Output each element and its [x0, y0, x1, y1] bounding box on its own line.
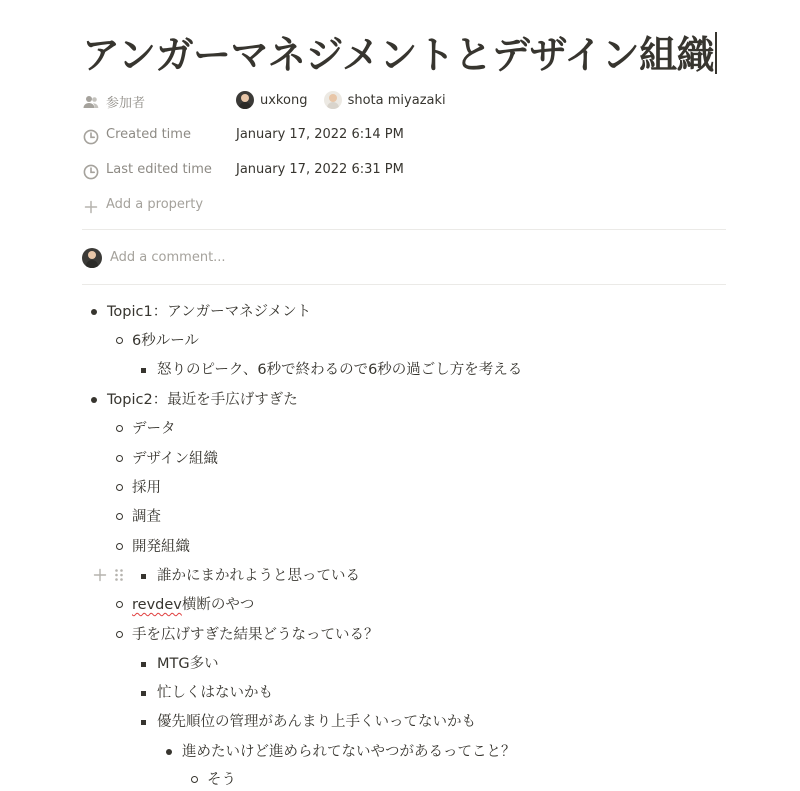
- bullet-disc: [91, 397, 97, 403]
- page-title[interactable]: [82, 30, 717, 80]
- bullet-item[interactable]: 忙しくはないかも: [157, 680, 273, 706]
- property-row-created-time[interactable]: [82, 125, 732, 149]
- bullet-circle: [116, 455, 123, 462]
- bullet-circle: [116, 425, 123, 432]
- person-name: uxkong: [260, 92, 308, 108]
- property-label: 参加者: [106, 96, 146, 111]
- avatar: [324, 91, 342, 109]
- property-row-last-edited-time[interactable]: [82, 160, 732, 184]
- property-label: Last edited time: [106, 162, 212, 177]
- add-property-button[interactable]: [82, 195, 732, 219]
- bullet-item[interactable]: Topic2：最近を手広げすぎた: [107, 387, 298, 413]
- bullet-square: [141, 662, 146, 667]
- bullet-disc: [91, 309, 97, 315]
- property-label: Created time: [106, 127, 191, 142]
- bullet-item[interactable]: 進めたいけど進められてないやつがあるってこと？: [182, 739, 516, 765]
- bullet-square: [141, 574, 146, 579]
- divider: [82, 284, 726, 285]
- bullet-item[interactable]: 採用: [132, 475, 161, 501]
- created-time-value: January 17, 2022 6:14 PM: [236, 127, 404, 142]
- bullet-item[interactable]: 怒りのピーク、6秒で終わるので6秒の過ごし方を考える: [157, 357, 522, 383]
- bullet-square: [141, 720, 146, 725]
- drag-handle-icon[interactable]: [113, 567, 125, 583]
- avatar: [82, 248, 102, 268]
- text-caret: [715, 32, 717, 74]
- bullet-item[interactable]: 開発組織: [132, 534, 190, 560]
- person-chip[interactable]: [324, 91, 446, 109]
- avatar: [236, 91, 254, 109]
- bullet-item[interactable]: 6秒ルール: [132, 328, 199, 354]
- bullet-item[interactable]: そう: [207, 767, 236, 791]
- bullet-circle: [116, 484, 123, 491]
- plus-icon: [82, 198, 100, 216]
- add-block-plus-icon[interactable]: [92, 567, 108, 583]
- bullet-item[interactable]: 誰かにまかれようと思っている: [157, 563, 360, 589]
- bullet-disc: [166, 749, 172, 755]
- bullet-item[interactable]: デザイン組織: [132, 446, 218, 472]
- person-name: shota miyazaki: [347, 92, 446, 108]
- bullet-circle: [116, 543, 123, 550]
- bullet-circle: [191, 776, 198, 783]
- bullet-circle: [116, 631, 123, 638]
- bullet-square: [141, 691, 146, 696]
- comment-box[interactable]: [82, 246, 722, 270]
- person-chip[interactable]: [236, 91, 307, 109]
- bullet-circle: [116, 337, 123, 344]
- bullet-item[interactable]: Topic1：アンガーマネジメント: [107, 299, 311, 325]
- add-property-label: Add a property: [106, 197, 204, 212]
- bullet-item[interactable]: 優先順位の管理があんまり上手くいってないかも: [157, 709, 476, 735]
- spellcheck-word: revdev: [132, 597, 182, 613]
- clock-icon: [82, 128, 100, 146]
- bullet-item[interactable]: revdev横断のやつ: [132, 592, 254, 618]
- bullet-square: [141, 368, 146, 373]
- page-title-text: アンガーマネジメントとデザイン組織: [82, 33, 715, 77]
- participants-value[interactable]: [236, 91, 458, 113]
- property-row-participants[interactable]: [82, 90, 732, 114]
- bullet-item[interactable]: 調査: [132, 504, 161, 530]
- divider: [82, 229, 726, 230]
- last-edited-time-value: January 17, 2022 6:31 PM: [236, 162, 404, 177]
- comment-input[interactable]: Add a comment...: [110, 250, 226, 265]
- bullet-circle: [116, 601, 123, 608]
- bullet-circle: [116, 513, 123, 520]
- people-icon: [82, 93, 100, 111]
- clock-icon: [82, 163, 100, 181]
- bullet-item[interactable]: MTG多い: [157, 651, 219, 677]
- bullet-item[interactable]: 手を広げすぎた結果どうなっている？: [132, 622, 379, 648]
- bullet-item[interactable]: データ: [132, 416, 176, 442]
